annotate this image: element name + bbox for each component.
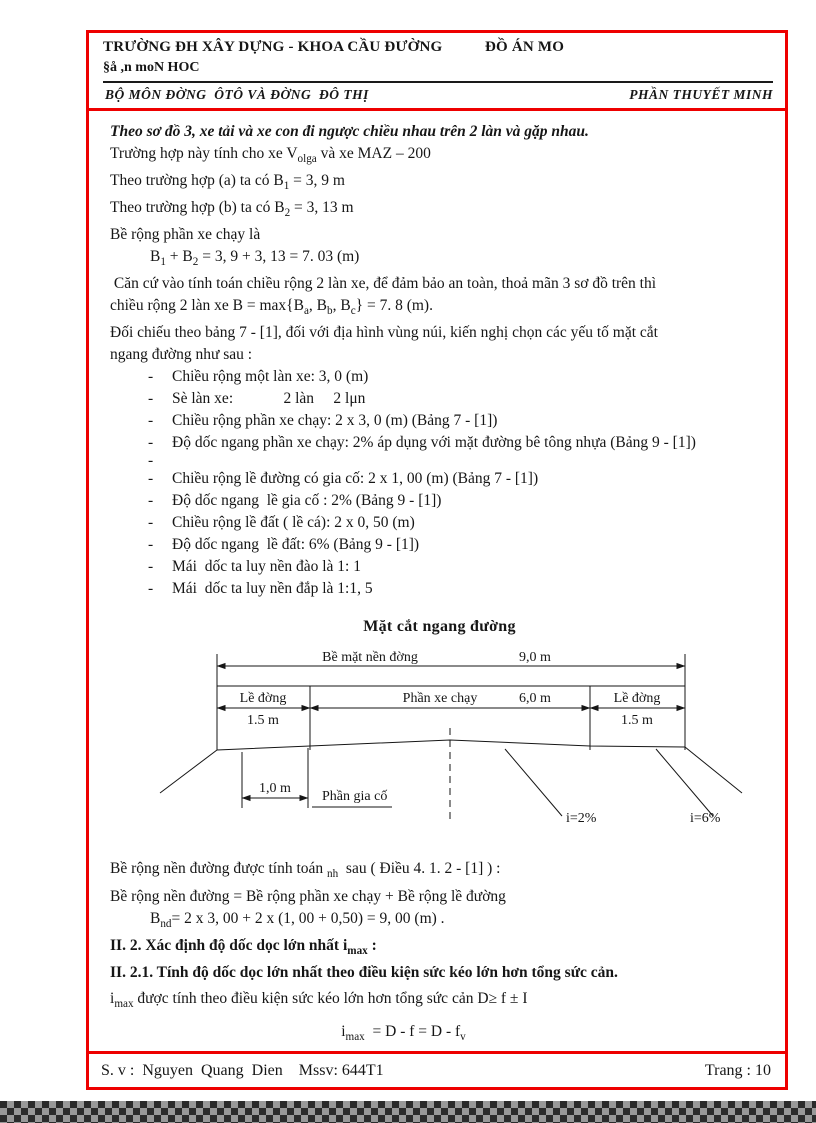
header-row-3	[103, 86, 775, 103]
subscript: max	[114, 997, 134, 1010]
header-divider	[103, 81, 773, 83]
slope-line-6pct	[656, 749, 713, 816]
list-item-text: Độ dốc ngang lề gia cố : 2% (Bảng 9 - [1])	[172, 492, 442, 510]
list-item	[110, 512, 769, 534]
paved-strip-dim-label: 1,0 m	[259, 781, 291, 797]
list-item-text: Chiều rộng một làn xe: 3, 0 (m)	[172, 368, 369, 386]
page-frame	[86, 30, 788, 1090]
subscript: a	[303, 305, 309, 318]
subscript: olga	[297, 153, 317, 166]
subscript: 1	[283, 180, 290, 193]
list-item	[110, 468, 769, 490]
header-row-1	[103, 39, 775, 60]
formula-imax	[110, 1021, 697, 1048]
subscript: max	[347, 944, 368, 957]
scan-artifact-strip	[0, 1101, 816, 1123]
list-item-text: Mái dốc ta luy nền đào là 1: 1	[172, 558, 361, 576]
student-info: S. v : Nguyen Quang Dien Mssv: 644T1	[101, 1061, 384, 1079]
list-item	[110, 556, 769, 578]
text-run: = 2 x 3, 00 + 2 x (1, 00 + 0,50) = 9, 00 (m) .	[171, 909, 445, 927]
formula-b1-plus-b2	[110, 246, 769, 273]
paved-strip-label: Phần gia cố	[322, 789, 388, 805]
text-run: = 3, 9 m	[289, 172, 345, 190]
list-item-text: Mái dốc ta luy nền đắp là 1:1, 5	[172, 580, 373, 598]
paragraph-doichieu-line2: ngang đường như sau :	[110, 346, 253, 364]
project-title: ĐỒ ÁN MO	[485, 39, 565, 55]
list-item	[110, 578, 769, 600]
list-item	[110, 490, 769, 512]
bullet-dash: -	[148, 558, 154, 576]
bullet-dash: -	[148, 470, 154, 488]
list-item-text: Chiều rộng lề đường có gia cố: 2 x 1, 00 (m) (Bảng 7 - [1])	[172, 470, 539, 488]
school-title: TRƯỜNG ĐH XÂY DỰNG - KHOA CẦU ĐƯỜNG	[103, 39, 443, 55]
bullet-dash: -	[148, 390, 154, 408]
shoulder-right-dim-label: 1.5 m	[621, 713, 653, 729]
paragraph-cancu-line1: Căn cứ vào tính toán chiều rộng 2 làn xe, để đảm bảo an toàn, thoả mãn 3 sơ đồ trên thì	[110, 275, 657, 293]
slope-6pct-label: i=6%	[690, 811, 721, 827]
text-run: } = 7. 8 (m).	[355, 297, 433, 315]
text-run: và xe MAZ – 200	[316, 145, 431, 162]
list-item-text: Chiều rộng lề đất ( lề cá): 2 x 0, 50 (m)	[172, 514, 415, 532]
section-label: PHẦN THUYẾT MINH	[629, 87, 773, 102]
paragraph-nen-duong-2: Bề rộng nền đường = Bề rộng phần xe chạy + Bề rộng lề đường	[110, 887, 506, 905]
text-run: B	[150, 909, 161, 927]
paragraph-case-a	[110, 170, 769, 197]
bullet-dash: -	[148, 536, 154, 554]
shoulder-right-label: Lề đờng	[613, 691, 661, 707]
text-run: II. 2. Xác định độ dốc dọc lớn nhất i	[110, 936, 348, 954]
list-item-empty	[110, 454, 769, 468]
cross-section-diagram	[130, 640, 750, 840]
text-run: Bề rộng nền đường được tính toán	[110, 860, 328, 878]
paragraph-cancu-line2	[110, 295, 769, 322]
list-item	[110, 432, 769, 454]
roadbed-dim-label: 9,0 m	[519, 650, 551, 666]
text-run: i	[341, 1022, 346, 1040]
subject-line: §å ,n moN HOC	[103, 60, 200, 75]
paragraph-doichieu-line1: Đối chiếu theo bảng 7 - [1], đối với địa hình vùng núi, kiến nghị chọn các yếu tố mặt cắt	[110, 324, 658, 342]
carriageway-dim-label: 6,0 m	[519, 691, 551, 707]
text-run: :	[367, 936, 377, 954]
text-run: chiều rộng 2 làn xe B = max{B	[110, 297, 304, 315]
text-run: được tính theo điều kiện sức kéo lớn hơn tổng sức cản D≥ f ± I	[133, 989, 528, 1007]
carriageway-label: Phần xe chạy	[402, 691, 478, 707]
document-body	[89, 111, 785, 1051]
bullet-dash: -	[148, 368, 154, 386]
bullet-dash: -	[148, 434, 154, 452]
slope-2pct-label: i=2%	[566, 811, 597, 827]
subscript: nh	[327, 868, 339, 881]
text-run: = D - f = D - f	[364, 1022, 461, 1040]
text-run: i	[110, 989, 115, 1007]
text-run: + B	[165, 248, 193, 266]
road-surface-line	[160, 740, 742, 793]
heading-ii2	[110, 935, 769, 962]
list-item	[110, 410, 769, 432]
list-item	[110, 534, 769, 556]
subscript: nd	[160, 917, 172, 930]
text-run: Trường hợp này tính cho xe V	[110, 145, 298, 162]
header	[89, 33, 785, 111]
list-item-text	[172, 454, 769, 468]
text-run: Theo trường hợp (b) ta có B	[110, 199, 285, 217]
subscript: v	[460, 1030, 466, 1043]
subscript: max	[345, 1030, 365, 1043]
subscript: c	[350, 305, 356, 318]
paragraph-nen-duong-1	[110, 858, 769, 885]
formula-bnd	[110, 908, 769, 935]
slope-line-2pct	[505, 749, 562, 816]
subscript: 1	[160, 256, 166, 269]
subscript: 2	[284, 207, 291, 220]
bullet-dash: -	[148, 412, 154, 430]
text-run: sau ( Điều 4. 1. 2 - [1] ) :	[338, 860, 501, 878]
list-item	[110, 388, 769, 410]
footer	[89, 1051, 785, 1087]
text-run: Theo trường hợp (a) ta có B	[110, 172, 284, 190]
shoulder-left-dim-label: 1.5 m	[247, 713, 279, 729]
section-heading: Theo sơ đồ 3, xe tải và xe con đi ngược chiều nhau trên 2 làn và gặp nhau.	[110, 123, 589, 140]
text-run: = 3, 9 + 3, 13 = 7. 03 (m)	[198, 248, 360, 266]
subscript: b	[327, 305, 333, 318]
text-run: , B	[308, 297, 328, 315]
bullet-dash: -	[148, 492, 154, 510]
roadbed-label: Bề mặt nền đờng	[322, 650, 418, 666]
paragraph-vehicles	[110, 143, 769, 170]
heading-ii21: II. 2.1. Tính độ dốc dọc lớn nhất theo điều kiện sức kéo lớn hơn tổng sức cản.	[110, 963, 618, 981]
list-item	[110, 366, 769, 388]
page-number: Trang : 10	[704, 1061, 771, 1079]
list-item-text: Sè làn xe: 2 làn 2 lμn	[172, 390, 366, 408]
list-item-text: Chiều rộng phần xe chạy: 2 x 3, 0 (m) (Bảng 7 - [1])	[172, 412, 498, 430]
bullet-dash: -	[148, 514, 154, 532]
text-run: , B	[332, 297, 351, 315]
list-item-text: Độ dốc ngang lề đất: 6% (Bảng 9 - [1])	[172, 536, 420, 554]
paragraph-case-b	[110, 197, 769, 224]
shoulder-left-label: Lề đờng	[239, 691, 287, 707]
paragraph-lane-width: Bề rộng phần xe chạy là	[110, 226, 261, 244]
text-run: = 3, 13 m	[290, 199, 354, 217]
text-run: B	[150, 248, 161, 266]
bullet-dash: -	[148, 580, 154, 598]
paragraph-imax-condition	[110, 988, 769, 1015]
department-label: BỘ MÔN ĐỜNG ÔTÔ VÀ ĐỜNG ĐÔ THỊ	[105, 87, 369, 102]
figure-title: Mặt cắt ngang đường	[363, 618, 516, 636]
subscript: 2	[192, 256, 199, 269]
bullet-dash: -	[148, 452, 154, 470]
list-item-text: Độ dốc ngang phần xe chạy: 2% áp dụng với mặt đường bê tông nhựa (Bảng 9 - [1])	[172, 434, 696, 452]
